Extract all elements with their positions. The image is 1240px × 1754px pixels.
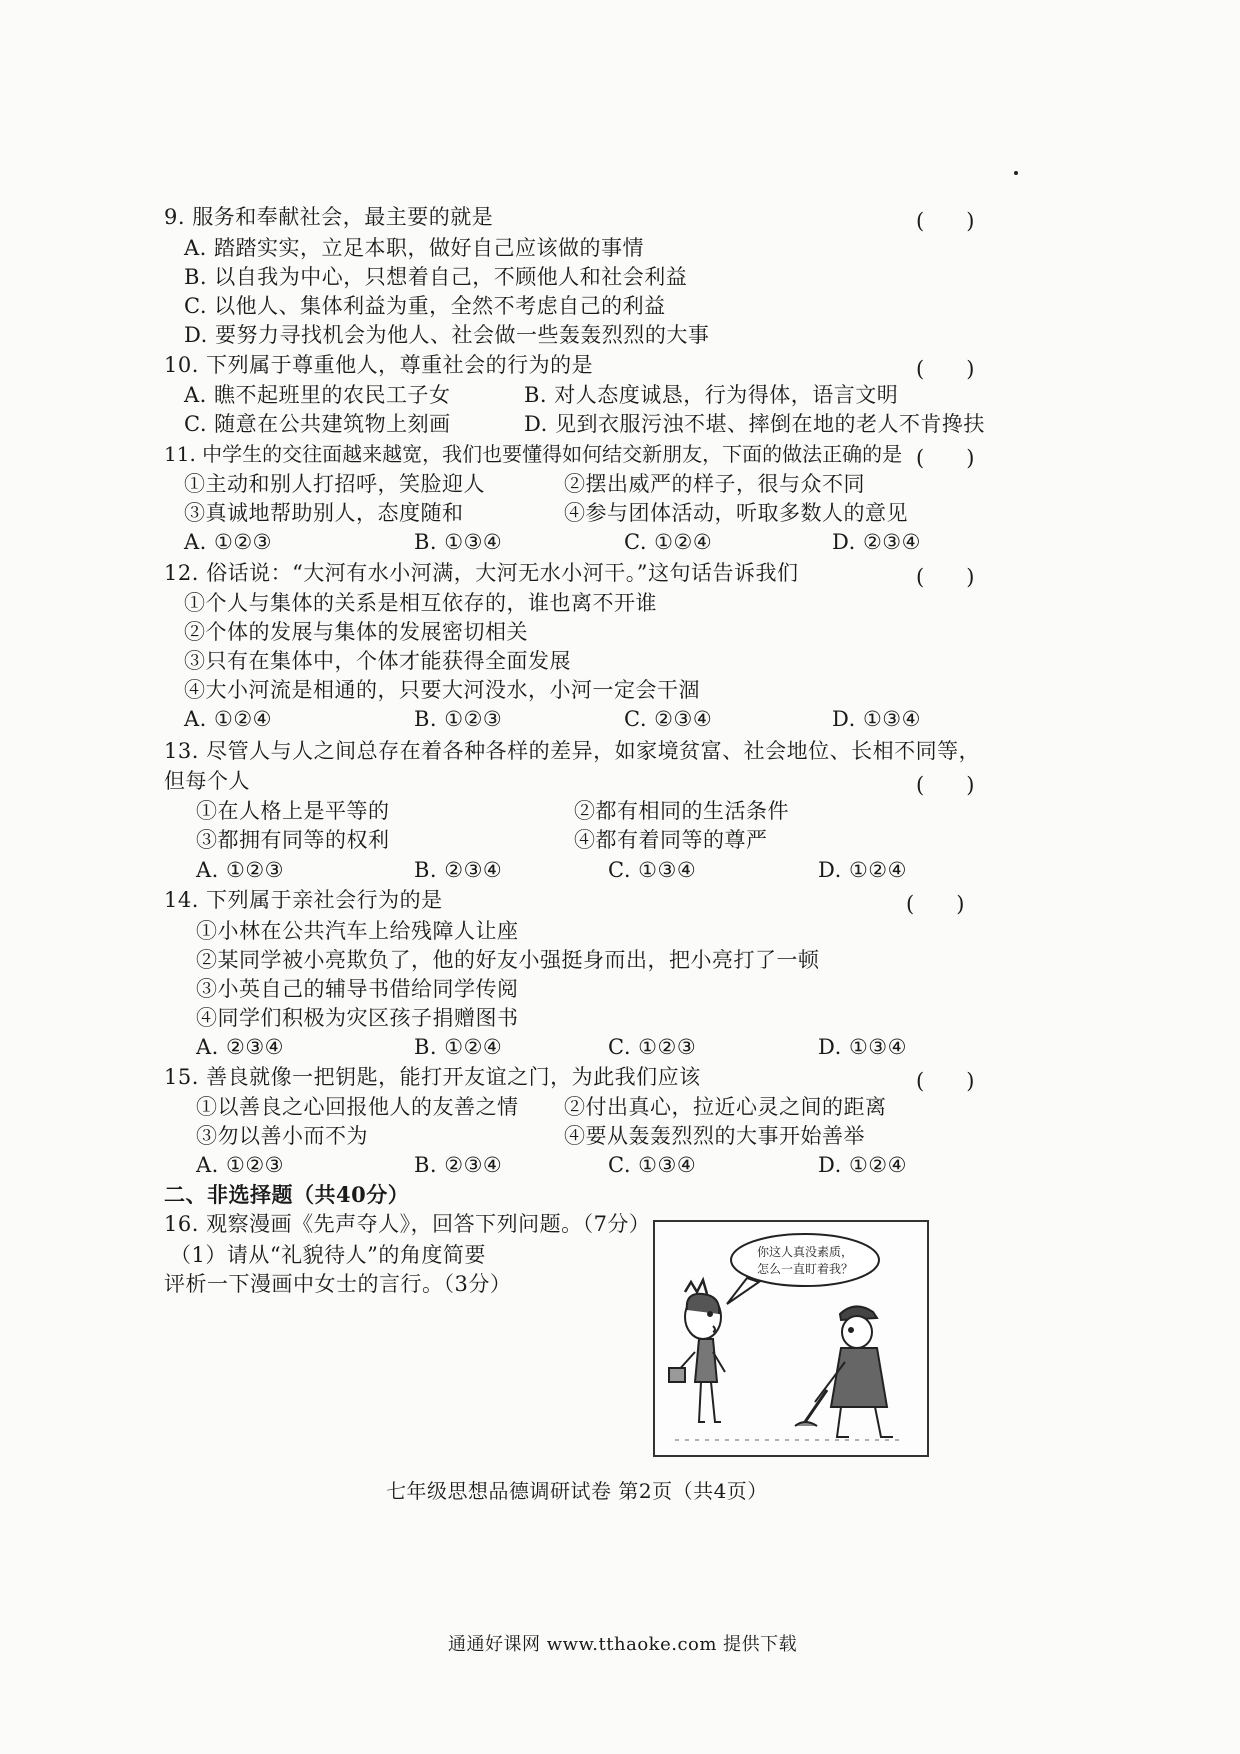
source-credit: 通通好课网 www.tthaoke.com 提供下载 (448, 1634, 798, 1655)
q16-stem: 16. 观察漫画《先声夺人》，回答下列问题。（7分） (164, 1212, 651, 1236)
q13-choice-a: A. ①②③ (196, 858, 284, 882)
q13-choice-c: C. ①③④ (608, 858, 697, 882)
q11-answer-paren: ( ) (916, 446, 975, 470)
q14-stem: 14. 下列属于亲社会行为的是 (164, 888, 443, 912)
q15-choice-d: D. ①②④ (818, 1153, 907, 1177)
q14-choice-d: D. ①③④ (818, 1035, 907, 1059)
q13-stem-line2: 但每个人 (164, 769, 250, 793)
q14-choice-a: A. ②③④ (196, 1035, 284, 1059)
q11-stem: 11. 中学生的交往面越来越宽，我们也要懂得如何结交新朋友，下面的做法正确的是 (164, 442, 903, 466)
speck-mark (1014, 171, 1018, 175)
q13-choice-d: D. ①②④ (818, 858, 907, 882)
q16-sub1-line1: （1）请从“礼貌待人”的角度简要 (170, 1243, 486, 1267)
q12-stem: 12. 俗话说：“大河有水小河满，大河无水小河干。”这句话告诉我们 (164, 561, 799, 585)
q11-statement-3: ③真诚地帮助别人，态度随和 (184, 501, 464, 525)
q9-option-c: C. 以他人、集体利益为重，全然不考虑自己的利益 (184, 294, 666, 318)
q15-statement-4: ④要从轰轰烈烈的大事开始善举 (564, 1124, 865, 1148)
q11-choice-a: A. ①②③ (184, 530, 272, 554)
q12-choice-a: A. ①②④ (184, 707, 272, 731)
q9-stem: 9. 服务和奉献社会，最主要的就是 (164, 205, 494, 229)
q10-stem: 10. 下列属于尊重他人，尊重社会的行为的是 (164, 353, 594, 377)
woman-figure (669, 1280, 725, 1422)
sweeper-figure (795, 1306, 893, 1437)
q15-answer-paren: ( ) (916, 1069, 975, 1093)
q15-choice-c: C. ①③④ (608, 1153, 697, 1177)
q9-option-b: B. 以自我为中心，只想着自己，不顾他人和社会利益 (184, 265, 688, 289)
q14-answer-paren: ( ) (906, 892, 965, 916)
cartoon-image (653, 1220, 929, 1457)
q10-option-a: A. 瞧不起班里的农民工子女 (184, 383, 451, 407)
q13-statement-3: ③都拥有同等的权利 (196, 828, 390, 852)
q12-statement-2: ②个体的发展与集体的发展密切相关 (184, 620, 528, 644)
q12-choice-b: B. ①②③ (414, 707, 503, 731)
q15-statement-2: ②付出真心，拉近心灵之间的距离 (564, 1095, 887, 1119)
q13-statement-4: ④都有着同等的尊严 (574, 828, 768, 852)
bubble-line-2: 怎么一直盯着我？ (756, 1262, 854, 1276)
q13-answer-paren: ( ) (916, 773, 975, 797)
q14-statement-1: ①小林在公共汽车上给残障人让座 (196, 919, 519, 943)
cartoon-drawing (655, 1222, 927, 1455)
q10-option-c: C. 随意在公共建筑物上刻画 (184, 412, 451, 436)
q14-statement-4: ④同学们积极为灾区孩子捐赠图书 (196, 1006, 519, 1030)
q10-option-b: B. 对人态度诚恳，行为得体，语言文明 (524, 383, 899, 407)
q14-statement-3: ③小英自己的辅导书借给同学传阅 (196, 977, 519, 1001)
section-2-title: 二、非选择题（共40分） (164, 1182, 410, 1207)
q10-option-d: D. 见到衣服污浊不堪、摔倒在地的老人不肯搀扶 (524, 412, 985, 436)
q11-choice-c: C. ①②④ (624, 530, 713, 554)
q15-statement-1: ①以善良之心回报他人的友善之情 (196, 1095, 519, 1119)
q13-statement-2: ②都有相同的生活条件 (574, 799, 789, 823)
q9-option-a: A. 踏踏实实，立足本职，做好自己应该做的事情 (184, 236, 645, 260)
speech-bubble-tail (727, 1278, 759, 1304)
q16-sub1-line2: 评析一下漫画中女士的言行。（3分） (164, 1272, 512, 1296)
q11-statement-1: ①主动和别人打招呼，笑脸迎人 (184, 472, 485, 496)
q13-stem-line1: 13. 尽管人与人之间总存在着各种各样的差异，如家境贫富、社会地位、长相不同等， (164, 739, 981, 763)
bubble-line-1: 你这人真没素质， (756, 1245, 854, 1259)
q12-statement-3: ③只有在集体中，个体才能获得全面发展 (184, 649, 571, 673)
q15-statement-3: ③勿以善小而不为 (196, 1124, 368, 1148)
q13-choice-b: B. ②③④ (414, 858, 503, 882)
q11-statement-2: ②摆出威严的样子，很与众不同 (564, 472, 865, 496)
q13-statement-1: ①在人格上是平等的 (196, 799, 390, 823)
q10-answer-paren: ( ) (916, 357, 975, 381)
q14-statement-2: ②某同学被小亮欺负了，他的好友小强挺身而出，把小亮打了一顿 (196, 948, 820, 972)
q12-statement-4: ④大小河流是相通的，只要大河没水，小河一定会干涸 (184, 678, 700, 702)
q11-choice-d: D. ②③④ (832, 530, 921, 554)
q12-answer-paren: ( ) (916, 565, 975, 589)
q11-choice-b: B. ①③④ (414, 530, 503, 554)
q9-answer-paren: ( ) (916, 209, 975, 233)
q15-stem: 15. 善良就像一把钥匙，能打开友谊之门，为此我们应该 (164, 1065, 701, 1089)
q11-statement-4: ④参与团体活动，听取多数人的意见 (564, 501, 908, 525)
q12-statement-1: ①个人与集体的关系是相互依存的，谁也离不开谁 (184, 591, 657, 615)
q15-choice-a: A. ①②③ (196, 1153, 284, 1177)
q14-choice-c: C. ①②③ (608, 1035, 697, 1059)
speech-bubble (731, 1234, 879, 1286)
q9-option-d: D. 要努力寻找机会为他人、社会做一些轰轰烈烈的大事 (184, 323, 710, 347)
q12-choice-c: C. ②③④ (624, 707, 713, 731)
page-footer: 七年级思想品德调研试卷 第2页（共4页） (386, 1479, 768, 1503)
q15-choice-b: B. ②③④ (414, 1153, 503, 1177)
q12-choice-d: D. ①③④ (832, 707, 921, 731)
q14-choice-b: B. ①②④ (414, 1035, 503, 1059)
